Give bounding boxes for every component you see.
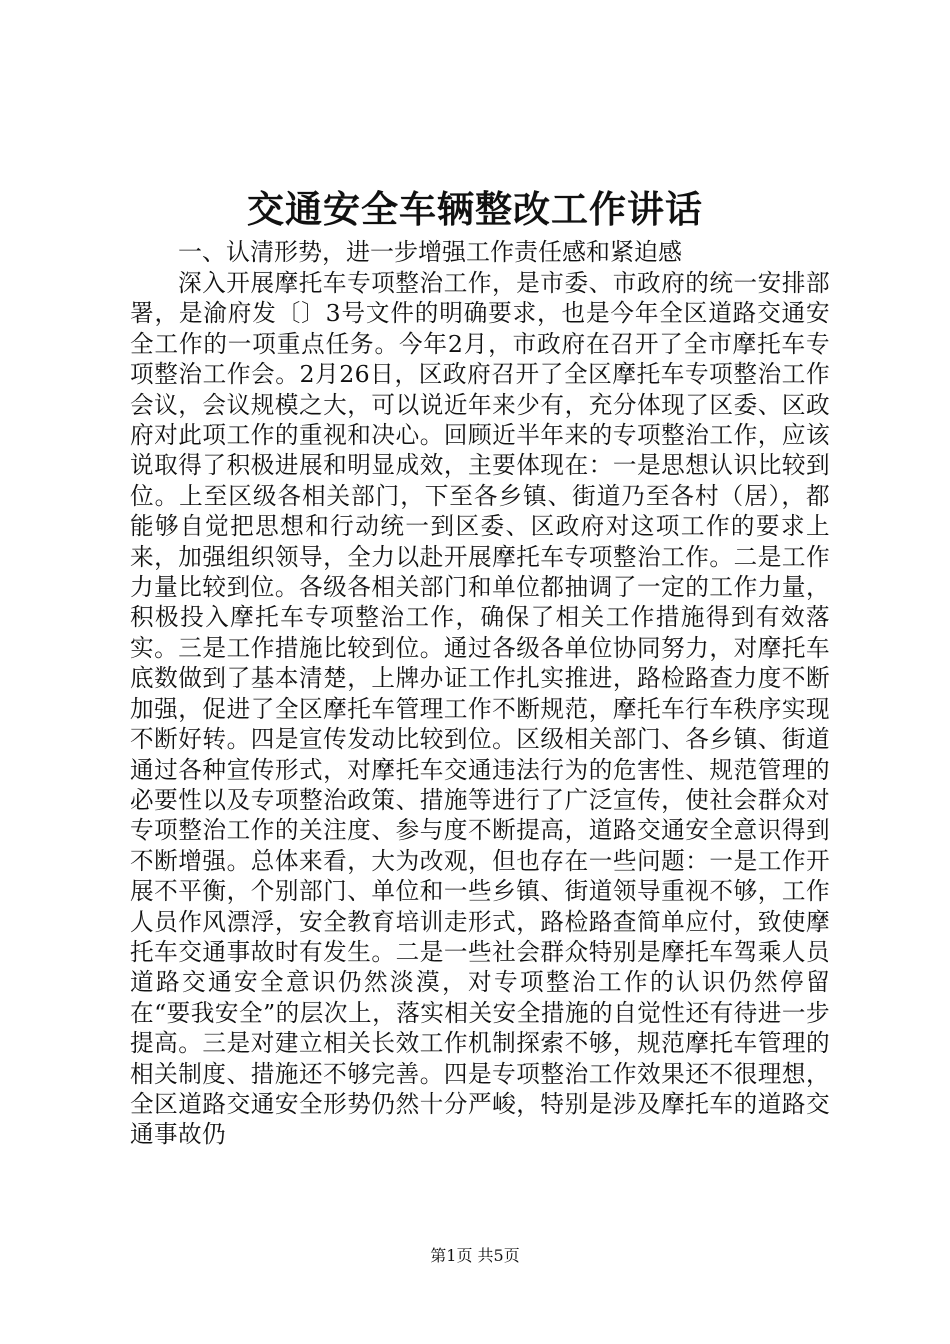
body-paragraph: 深入开展摩托车专项整治工作，是市委、市政府的统一安排部署，是渝府发〔〕3号文件的明确要求，也是今年全区道路交通安全工作的一项重点任务。今年2月，市政府在召开了全市摩托车专项整治工作会。2月26日，区政府召开了全区摩托车专项整治工作会议，会议规模之大，可以说近年来少有，充分体现了区委、区政府对此项工作的重视和决心。回顾近半年来的专项整治工作，应该说取得了积极进展和明显成效，主要体现在：一是思想认识比较到位。上至区级各相关部门，下至各乡镇、街道乃至各村（居），都能够自觉把思想和行动统一到区委、区政府对这项工作的要求上来，加强组织领导，全力以赴开展摩托车专项整治工作。二是工作力量比较到位。各级各相关部门和单位都抽调了一定的工作力量，积极投入摩托车专项整治工作，确保了相关工作措施得到有效落实。三是工作措施比较到位。通过各级各单位协同努力，对摩托车底数做到了基本清楚，上牌办证工作扎实推进，路检路查力度不断加强，促进了全区摩托车管理工作不断规范，摩托车行车秩序实现不断好转。四是宣传发动比较到位。区级相关部门、各乡镇、街道通过各种宣传形式，对摩托车交通违法行为的危害性、规范管理的必要性以及专项整治政策、措施等进行了广泛宣传，使社会群众对专项整治工作的关注度、参与度不断提高，道路交通安全意识得到不断增强。总体来看，大为改观，但也存在一些问题：一是工作开展不平衡，个别部门、单位和一些乡镇、街道领导重视不够，工作人员作风漂浮，安全教育培训走形式，路检路查简单应付，致使摩托车交通事故时有发生。二是一些社会群众特别是摩托车驾乘人员道路交通安全意识仍然淡漠，对专项整治工作的认识仍然停留在“要我安全”的层次上，落实相关安全措施的自觉性还有待进一步提高。三是对建立相关长效工作机制探索不够，规范摩托车管理的相关制度、措施还不够完善。四是专项整治工作效果还不很理想，全区道路交通安全形势仍然十分严峻，特别是涉及摩托车的道路交通事故仍 [130, 269, 830, 1149]
section-heading: 一、认清形势，进一步增强工作责任感和紧迫感 [178, 238, 682, 266]
page-footer: 第1页 共5页 [430, 1246, 520, 1265]
document-title: 交通安全车辆整改工作讲话 [247, 187, 703, 231]
